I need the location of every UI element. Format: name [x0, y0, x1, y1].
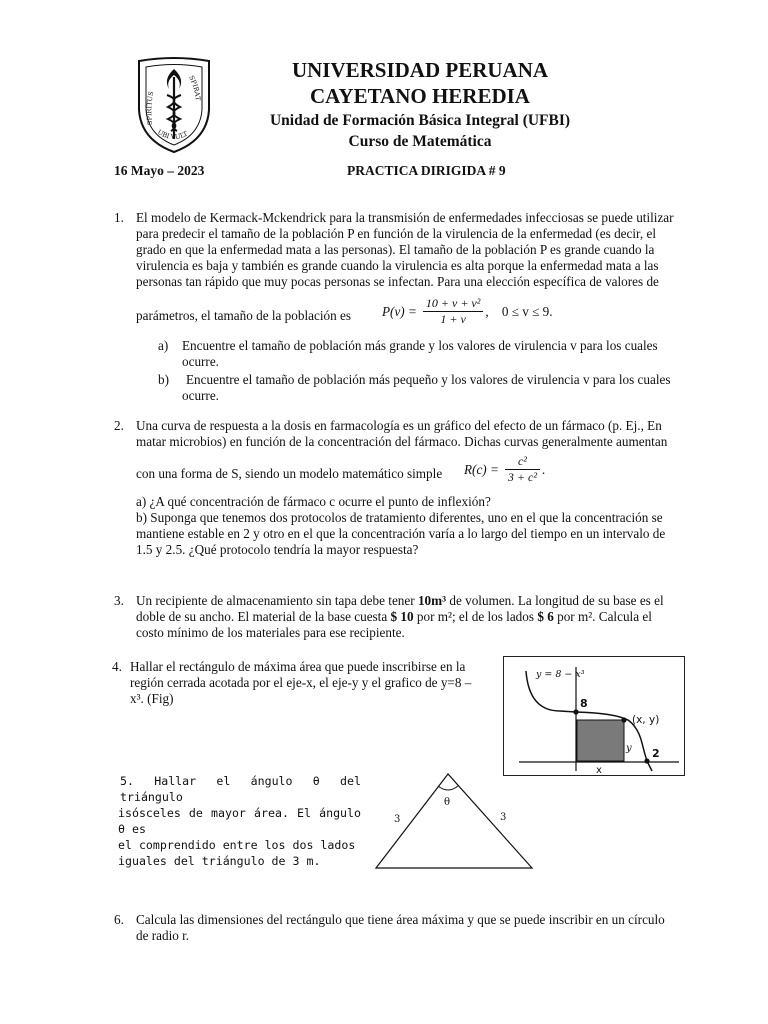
q1-formula-fraction: [423, 296, 483, 327]
q3-volume: 10m³: [417, 593, 447, 608]
q1-text: [136, 210, 702, 290]
q1-formula: [382, 296, 553, 327]
q4-text: [130, 659, 498, 707]
q5-line: iguales del triángulo de 3 m.: [118, 854, 321, 868]
q1-line: El modelo de Kermack-Mckendrick para la transmisión de enfermedades infecciosas se puede utilizar: [136, 210, 674, 225]
theta-label: θ: [444, 797, 451, 808]
q2-formula-lhs: R(c) =: [464, 461, 499, 477]
q5-line: 5. Hallar el ángulo θ del triángulo: [120, 774, 361, 804]
q3-base-cost: $ 10: [390, 609, 414, 624]
left-side-label: 3: [394, 814, 401, 825]
q5-line: el comprendido entre los dos lados: [118, 838, 356, 852]
point-8: [573, 709, 578, 714]
course-name: Curso de Matemática: [348, 133, 492, 150]
q2-part-b-line1: b) Suponga que tenemos dos protocolos de tratamiento diferentes, uno en el que la concentración se: [136, 510, 663, 525]
q1-part-a: [158, 338, 702, 370]
label-y: y: [626, 743, 632, 754]
q2-formula-fraction: [505, 454, 540, 485]
q2-part-b-line2: mantiene estable en 2 y otro en el que la concentración varía a lo largo del tiempo en un intervalo de: [136, 526, 666, 541]
q6-number: 6.: [114, 912, 124, 927]
q1-b-label: b): [158, 372, 169, 387]
q5-figure: [372, 770, 536, 874]
q3-text: [136, 593, 702, 641]
practice-title: PRACTICA DIRIGIDA # 9: [347, 163, 506, 178]
q5-text: [118, 773, 361, 869]
q3-text-part: por m². Calcula el: [553, 609, 652, 624]
q2-parts: [136, 494, 702, 558]
q3-text-part: costo mínimo de los materiales para ese recipiente.: [136, 625, 405, 640]
q3-number: 3.: [114, 593, 124, 608]
q2-part-a: a) ¿A qué concentración de fármaco c ocurre el punto de inflexión?: [136, 494, 491, 509]
q2-line: Una curva de respuesta a la dosis en farmacología es un gráfico del efecto de un fármaco (p. Ej., En: [136, 418, 662, 433]
q1-line: grado en que la enfermedad mata a las personas). El tamaño de la población P es grande cuando la: [136, 242, 655, 257]
right-side-label: 3: [500, 812, 507, 823]
q2-formula-intro: con una forma de S, siendo un modelo matemático simple: [136, 466, 443, 481]
q3-text-part: por m²; el de los lados: [413, 609, 538, 624]
q3-text-part: Un recipiente de almacenamiento sin tapa debe tener: [136, 593, 418, 608]
label-2: 2: [652, 747, 660, 760]
university-name-line1: UNIVERSIDAD PERUANA: [291, 58, 549, 82]
caduceus-shield-icon: [133, 55, 215, 155]
q2-formula-denominator: 3 + c²: [507, 470, 537, 484]
label-8: 8: [580, 697, 588, 710]
q5-triangle: [372, 770, 536, 874]
label-x: x: [596, 765, 602, 775]
inscribed-rectangle: [577, 720, 624, 761]
curve-label: y = 8 − x³: [536, 669, 585, 680]
q4-line: Hallar el rectángulo de máxima área que puede inscribirse en la: [130, 659, 466, 674]
q4-figure: [503, 656, 685, 776]
q1-line: personas tan rápido que muy pocas personas se infectan. Para una elección específica de valores de: [136, 274, 659, 289]
q4-number: 4.: [112, 659, 122, 674]
svg-text:SPIRAT: SPIRAT: [187, 74, 203, 102]
q1-formula-numerator: 10 + v + v²: [423, 296, 483, 312]
q3-text-part: de volumen. La longitud de su base es el: [446, 593, 664, 608]
q2-text: [136, 418, 702, 450]
q4-line: región cerrada acotada por el eje-x, el eje-y y el grafico de y=8 –: [130, 675, 472, 690]
angle-arc: [438, 786, 458, 790]
q5-line: isósceles de mayor área. El ángulo θ es: [118, 806, 361, 836]
date-label: 16 Mayo – 2023: [114, 163, 205, 178]
university-logo: [133, 55, 215, 155]
q2-formula: [464, 454, 545, 485]
q2-number: 2.: [114, 418, 124, 433]
unit-name: Unidad de Formación Básica Integral (UFBI): [269, 112, 571, 129]
q1-line: para predecir el tamaño de la población P en función de la virulencia de la enfermedad (es decir, el: [136, 226, 657, 241]
q1-a-label: a): [158, 338, 169, 353]
q2-formula-numerator: c²: [505, 454, 540, 470]
q1-formula-lhs: P(v) =: [382, 303, 417, 319]
q1-formula-intro: parámetros, el tamaño de la población es: [136, 308, 351, 323]
q6-text: [136, 912, 702, 944]
q1-number: 1.: [114, 210, 124, 225]
q2-part-b-line3: 1.5 y 2.5. ¿Qué protocolo tendría la mayor respuesta?: [136, 542, 419, 557]
q1-line: virulencia es baja y también es grande cuando la virulencia es alta porque la enfermedad mata a las: [136, 258, 659, 273]
q6-line: Calcula las dimensiones del rectángulo que tiene área máxima y que se puede inscribir en un círculo: [136, 912, 665, 927]
logo-motto: SPIRITUS: [145, 90, 156, 126]
q1-a-line2: ocurre.: [182, 354, 219, 369]
svg-text:UBI VULT: UBI VULT: [156, 128, 190, 142]
q1-a-line1: Encuentre el tamaño de población más grande y los valores de virulencia v para los cuales: [182, 338, 658, 353]
q4-line: x³. (Fig): [130, 691, 174, 706]
label-point: (x, y): [632, 714, 660, 726]
q3-text-part: doble de su ancho. El material de la base cuesta: [136, 609, 391, 624]
q1-formula-domain: , 0 ≤ v ≤ 9.: [485, 303, 553, 319]
q2-formula-end: .: [541, 461, 546, 477]
q6-line: de radio r.: [136, 928, 190, 943]
q1-b-line2: ocurre.: [182, 388, 219, 403]
point-2: [644, 758, 649, 763]
q1-part-b: [158, 372, 702, 404]
point-xy: [621, 717, 626, 722]
q3-side-cost: $ 6: [537, 609, 554, 624]
q4-graph: [504, 657, 684, 775]
q2-line: matar microbios) en función de la concentración del fármaco. Dichas curvas generalmente aumentan: [136, 434, 668, 449]
university-name-line2: CAYETANO HEREDIA: [310, 84, 530, 108]
q1-formula-denominator: 1 + v: [440, 312, 466, 326]
q1-b-line1: Encuentre el tamaño de población más pequeño y los valores de virulencia v para los cuales: [186, 372, 671, 387]
